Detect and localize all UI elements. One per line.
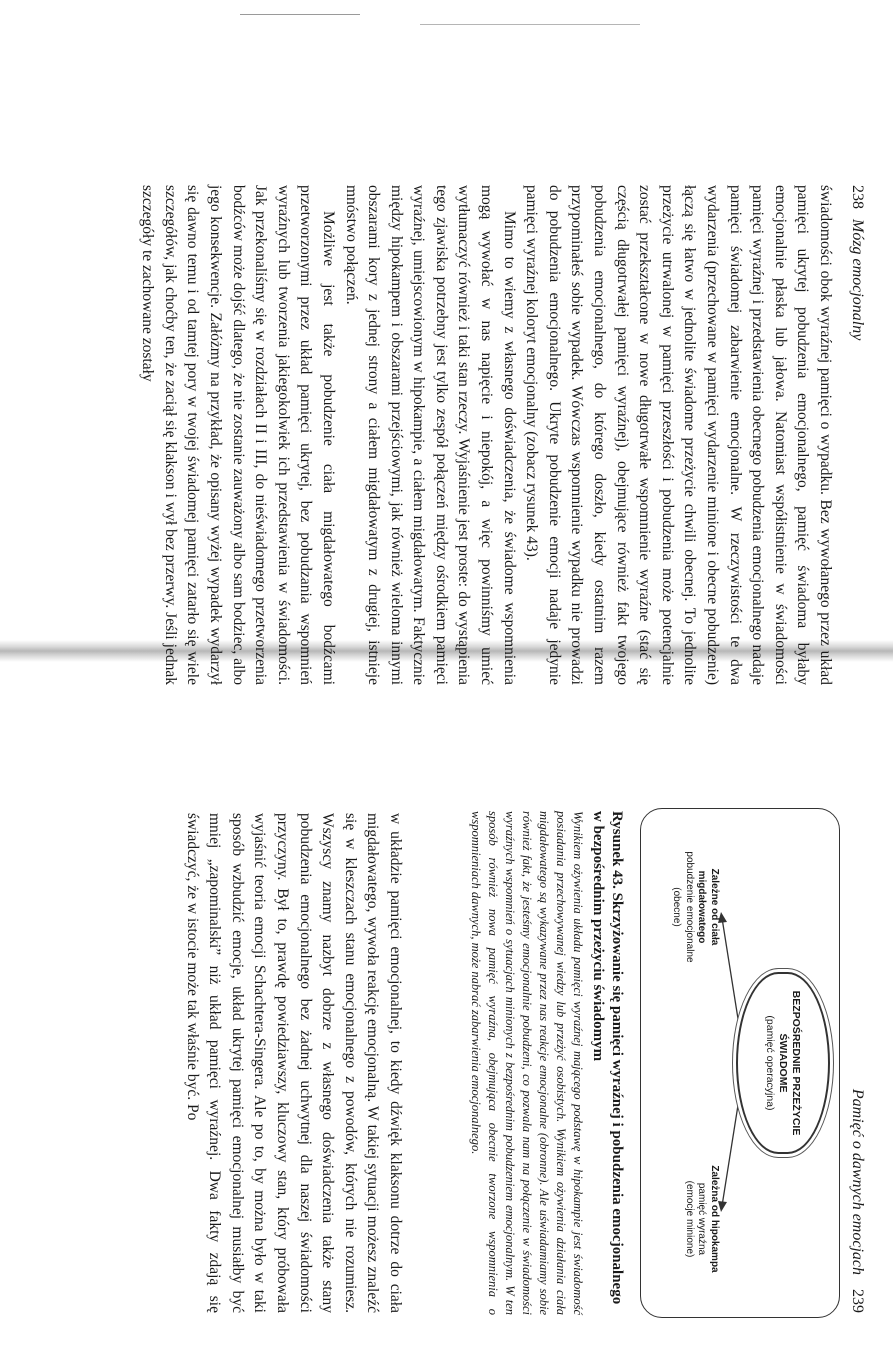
- label-line: pobudzenie emocjonalne: [684, 851, 695, 963]
- running-head: Mózg emocjonalny: [849, 219, 866, 341]
- body-text: [180, 813, 406, 1313]
- label-line: (obecne): [671, 887, 683, 927]
- cloud-subtitle: (pamięć operacyjna): [764, 1015, 777, 1111]
- figure-caption: [467, 811, 626, 1315]
- paragraph: Mimo to wiemy z własnego doświadczenia, że świadome wspomnienia mogą wywołać w nas napięcie i niepokój, a więc powinniśmy umieć wytłumaczyć również i taki stan rzeczy. Wyjaśnienie jest proste: do wystąpienia tego zjawiska potrzebny jest tylko zespół połączeń między ośrodkiem pamięci wyraźnej, umiejscowionym w hipokampie, a ciałem migdałowatym. Faktycznie między hipokampem i obszarami przejściowymi, jak również wieloma innymi obszarami kory z jednej strony a ciałem migdałowatym z drugiej, istnieje mnóstwo połączeń.: [342, 185, 518, 685]
- page-header: [846, 185, 866, 685]
- caption-text: Wynikiem ożywienia układu pamięci wyraźnej mającego podstawę w hipokampie jest świadomość posiadania przechowywanej wiedzy lub przeżyć osobistych. Wynikiem ożywienia działania ciała migdałowatego są wykazywane przez nas reakcje emocjonalne (obronne). Ale uświadamiamy sobie również fakt, że jesteśmy emocjonalnie pobudzeni, co pozwala nam na połączenie w świadomości wyraźnych wspomnień o sytuacjach minionych z bezpośrednim pobudzeniem emocjonalnym. W ten sposób również nowa pamięć wyraźna, obejmująca obecnie tworzone wspomnienia o wspomnieniach dawnych, może nabrać zabarwienia emocjonalnego.: [469, 811, 585, 1315]
- scan-smudge: [240, 14, 360, 15]
- conscious-experience-cloud: [736, 972, 830, 1154]
- label-line: (emocje minione): [684, 1180, 695, 1258]
- label-line: Zależna od hipokampa: [709, 1165, 720, 1273]
- caption-title: Rysunek 43. Skrzyżowanie się pamięci wyraźnej i pobudzenia emocjonalnego w bezpośrednim przeżyciu świadomym: [590, 811, 625, 1305]
- running-head: Pamięć o dawnych emocjach: [849, 1088, 866, 1275]
- page-239: [16, 763, 876, 1363]
- label-line: pamięć wyraźna: [696, 1182, 708, 1256]
- paragraph: świadomości obok wyraźnej pamięci o wypadku. Bez wywołanego przez układ pamięci ukrytej pobudzenia emocjonalnego, pamięć świadoma byłaby emocjonalnie płaska lub jałowa. Natomiast współistnienie w świadomości pamięci wyraźnej i przedstawienia obecnego pobudzenia emocjonalnego nadaje pamięci świadomej zabarwienie emocjonalne. W rzeczywistości te dwa wydarzenia (przechowane w pamięci wydarzenie minione i obecne pobudzenie) łączą się łatwo w jednolite świadome przeżycie chwili obecnej. To jednolite przeżycie utrwalonej w pamięci przeszłości i pobudzenia może potencjalnie zostać przekształcone w nowe długotrwałe wspomnienie wyraźne (stać się częścią długotrwałej pamięci wyraźnej), obejmujące również fakt twojego pobudzenia emocjonalnego, do którego doszło, kiedy ostatnim razem przypominałeś sobie wypadek. Wówczas wspomnienie wypadku nie prowadzi do pobudzenia emocjonalnego. Ukryte pobudzenie emocji nadaje jedynie pamięci wyraźnej koloryt emocjonalny (zobacz rysunek 43).: [523, 185, 834, 685]
- page-header: [846, 813, 866, 1313]
- paragraph: Możliwe jest także pobudzenie ciała migdałowatego bodźcami przetworzonymi przez układ pamięci ukrytej, bez pobudzania wspomnień wyraźnych lub tworzenia jakiegokolwiek ich przedstawienia w świadomości. Jak przekonaliśmy się w rozdziałach II i III, do nieświadomego przetworzenia bodźców może dojść dlatego, że nie zostanie zauważony albo sam bodziec, albo jego konsekwencje. Załóżmy na przykład, że opisany wyżej wypadek wydarzył się dawno temu i od tamtej pory w twojej świadomej pamięci zatarło się wiele szczegółów, jak choćby ten, że zaciął się klakson i wył bez przerwy. Jeśli jednak szczegóły te zachowane zostały: [139, 185, 337, 685]
- page-238: [16, 135, 876, 735]
- label-line: Zależne od ciała migdałowatego: [696, 868, 720, 946]
- scan-smudge: [420, 24, 640, 25]
- amygdala-arousal-label: [670, 832, 720, 982]
- page-number: 239: [849, 1289, 866, 1313]
- page-number: 238: [849, 185, 866, 209]
- body-text: [136, 185, 836, 685]
- cloud-title: BEZPOŚREDNIE PRZEŻYCIE ŚWIADOME: [777, 990, 803, 1136]
- figure-43: [640, 808, 840, 1318]
- hippocampal-memory-label: [683, 1144, 721, 1294]
- paragraph: w układzie pamięci emocjonalnej, to kiedy dźwięk klaksonu dotrze do ciała migdałowatego, wywoła reakcję emocjonalną. W takiej sytuacji możesz znaleźć się w kleszczach stanu emocjonalnego z powodów, których nie rozumiesz. Wszyscy znamy nazbyt dobrze z własnego doświadczenia także stany pobudzenia emocjonalnego bez żadnej uchwytnej dla naszej świadomości przyczyny. Był to, prawdę powiedziawszy, kluczowy stan, który próbowała wyjaśnić teoria emocji Schachtera-Singera. Ale po to, by można było w taki sposób wzbudzić emocje, układ ukrytej pamięci emocjonalnej musiałby być mniej „zapominalski” niż układ pamięci wyraźnej. Dwa fakty zdają się świadczyć, że w istocie może tak właśnie być. Po: [183, 813, 404, 1313]
